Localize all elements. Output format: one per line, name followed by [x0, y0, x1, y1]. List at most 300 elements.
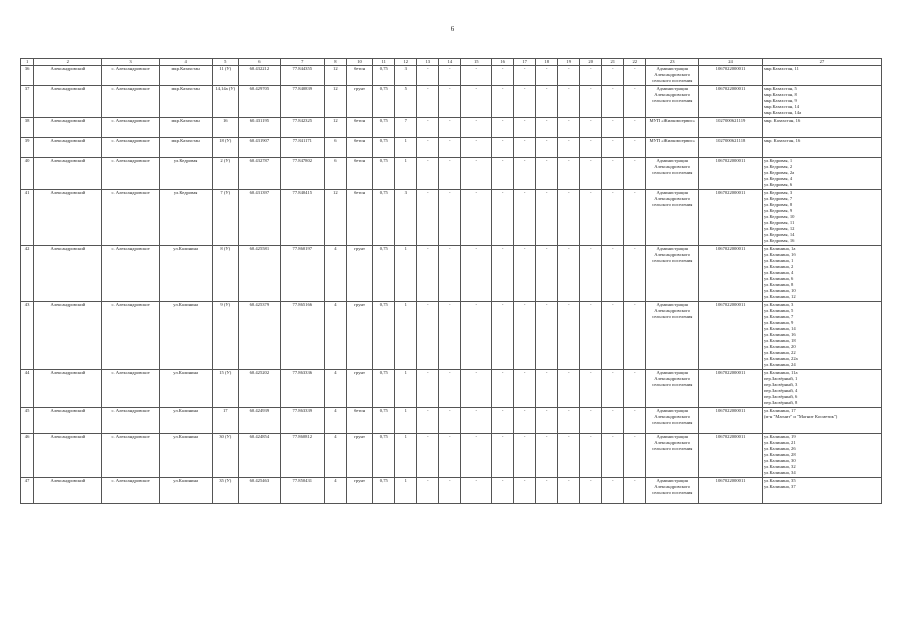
served-address-line: ул.Кедровая, 14 — [763, 232, 795, 237]
cell-c20: - — [580, 246, 602, 302]
cell-site-number: 7 (У) — [212, 190, 238, 246]
column-number-21: 21 — [602, 59, 624, 66]
cell-site-number: 17 — [212, 408, 238, 434]
served-address-line: ул.Кедровая, 8 — [763, 202, 793, 207]
served-address-line: ул.Калинина, 18 — [763, 338, 796, 343]
cell-c19: - — [558, 370, 580, 408]
cell-c19: - — [558, 86, 580, 118]
cell-c13: - — [417, 302, 439, 370]
cell-district: Александровский — [34, 118, 102, 138]
column-number-2: 2 — [34, 59, 102, 66]
column-number-18: 18 — [536, 59, 558, 66]
served-address-line: ул.Калинина, 1а — [763, 246, 796, 251]
cell-latitude: 60.431907 — [238, 138, 280, 158]
cell-served-addresses — [762, 158, 881, 190]
cell-district: Александровский — [34, 246, 102, 302]
table-row — [21, 118, 882, 138]
cell-container-volume: 0,75 — [373, 138, 395, 158]
served-address-line: ул.Калинина, 34 — [763, 470, 796, 475]
served-address-line: ул.Кедровая, 16 — [763, 238, 795, 243]
cell-ogrn: 1067022000011 — [699, 408, 763, 434]
column-number-1: 1 — [21, 59, 34, 66]
cell-c22: - — [624, 246, 646, 302]
cell-c20: - — [580, 158, 602, 190]
cell-c14: - — [439, 370, 461, 408]
column-number-20: 20 — [580, 59, 602, 66]
cell-longitude: 77.841171 — [280, 138, 324, 158]
cell-site-number: 30 (У) — [212, 434, 238, 478]
cell-row-number: 44 — [21, 370, 34, 408]
cell-served-addresses — [762, 370, 881, 408]
cell-settlement: с. Александровское — [102, 66, 159, 86]
served-address-line: мкр.Казахстан, 8 — [763, 92, 797, 97]
cell-container-volume: 0,75 — [373, 408, 395, 434]
cell-area: 4 — [324, 434, 346, 478]
cell-c22: - — [624, 478, 646, 504]
cell-c14: - — [439, 158, 461, 190]
cell-settlement: с. Александровское — [102, 86, 159, 118]
cell-c13: - — [417, 66, 439, 86]
registry-body — [21, 59, 882, 504]
cell-district: Александровский — [34, 408, 102, 434]
cell-row-number: 40 — [21, 158, 34, 190]
cell-c13: - — [417, 408, 439, 434]
served-address-line: ул.Кедровая, 3 — [763, 190, 793, 195]
cell-c14: - — [439, 302, 461, 370]
cell-container-count: 5 — [395, 86, 417, 118]
cell-c18: - — [536, 302, 558, 370]
cell-area: 6 — [324, 158, 346, 190]
cell-c15: - — [461, 370, 492, 408]
cell-area: 6 — [324, 138, 346, 158]
cell-c19: - — [558, 408, 580, 434]
cell-c14: - — [439, 434, 461, 478]
cell-c18: - — [536, 66, 558, 86]
cell-site-number: 14,14а (У) — [212, 86, 238, 118]
cell-latitude: 60.424854 — [238, 434, 280, 478]
cell-c18: - — [536, 118, 558, 138]
table-row — [21, 138, 882, 158]
cell-c13: - — [417, 370, 439, 408]
cell-container-count: 1 — [395, 478, 417, 504]
cell-surface: бетон — [346, 66, 372, 86]
column-number-row — [21, 59, 882, 66]
column-number-12: 12 — [395, 59, 417, 66]
cell-c15: - — [461, 158, 492, 190]
cell-owner: Администрация Александровского сельского поселения — [646, 478, 699, 504]
cell-latitude: 60.425463 — [238, 478, 280, 504]
cell-surface: бетон — [346, 190, 372, 246]
served-address-line: мкр.Казахстан, 5 — [763, 86, 797, 91]
cell-surface: грунт — [346, 370, 372, 408]
served-address-line: ул.Калинина, 9 — [763, 320, 794, 325]
cell-ogrn: 1067022000011 — [699, 190, 763, 246]
cell-ogrn: 1067022000011 — [699, 302, 763, 370]
table-row — [21, 246, 882, 302]
cell-owner: МУП «Жилкомсервис» — [646, 138, 699, 158]
cell-area: 4 — [324, 408, 346, 434]
cell-surface: грунт — [346, 246, 372, 302]
served-address-line: ул.Калинина, 16 — [763, 332, 796, 337]
cell-site-number: 2 (У) — [212, 158, 238, 190]
cell-settlement: с. Александровское — [102, 370, 159, 408]
cell-served-addresses — [762, 190, 881, 246]
cell-latitude: 60.432212 — [238, 66, 280, 86]
cell-c21: - — [602, 478, 624, 504]
served-address-line: ул.Кедровая, 4 — [763, 176, 793, 181]
cell-area: 12 — [324, 190, 346, 246]
cell-street: ул.Калинина — [159, 370, 212, 408]
cell-c15: - — [461, 478, 492, 504]
cell-c20: - — [580, 118, 602, 138]
served-address-line: мкр.Казахстан, 11 — [763, 66, 799, 71]
column-number-19: 19 — [558, 59, 580, 66]
column-number-3: 3 — [102, 59, 159, 66]
cell-surface: грунт — [346, 302, 372, 370]
table-row — [21, 478, 882, 504]
cell-settlement: с. Александровское — [102, 190, 159, 246]
served-address-line: ул.Калинина, 21 — [763, 440, 796, 445]
cell-longitude: 77.860197 — [280, 246, 324, 302]
cell-c17: - — [514, 370, 536, 408]
cell-c22: - — [624, 66, 646, 86]
cell-c19: - — [558, 66, 580, 86]
cell-c14: - — [439, 246, 461, 302]
cell-c19: - — [558, 302, 580, 370]
cell-longitude: 77.842325 — [280, 118, 324, 138]
cell-row-number: 42 — [21, 246, 34, 302]
cell-street: мкр.Казахстан — [159, 66, 212, 86]
cell-c20: - — [580, 434, 602, 478]
cell-c19: - — [558, 118, 580, 138]
cell-site-number: 15 (У) — [212, 370, 238, 408]
cell-row-number: 47 — [21, 478, 34, 504]
cell-c22: - — [624, 408, 646, 434]
cell-c14: - — [439, 138, 461, 158]
served-address-line: мкр. Казахстан, 16 — [763, 118, 801, 123]
cell-served-addresses — [762, 66, 881, 86]
cell-surface: грунт — [346, 86, 372, 118]
cell-street: мкр.Казахстан — [159, 118, 212, 138]
cell-c21: - — [602, 138, 624, 158]
cell-latitude: 60.429705 — [238, 86, 280, 118]
cell-owner: Администрация Александровского сельского поселения — [646, 434, 699, 478]
cell-longitude: 77.865166 — [280, 302, 324, 370]
cell-c17: - — [514, 66, 536, 86]
cell-district: Александровский — [34, 66, 102, 86]
cell-container-count: 3 — [395, 190, 417, 246]
cell-area: 4 — [324, 302, 346, 370]
column-number-23: 23 — [646, 59, 699, 66]
cell-c19: - — [558, 190, 580, 246]
column-number-17: 17 — [514, 59, 536, 66]
table-row — [21, 302, 882, 370]
cell-c17: - — [514, 158, 536, 190]
served-address-line: ул.Калинина, 1 — [763, 258, 794, 263]
cell-c22: - — [624, 302, 646, 370]
cell-ogrn: 1067022000011 — [699, 434, 763, 478]
served-address-line: ул.Калинина, 30 — [763, 458, 796, 463]
cell-latitude: 60.425379 — [238, 302, 280, 370]
cell-c22: - — [624, 158, 646, 190]
cell-c18: - — [536, 138, 558, 158]
cell-container-volume: 0,75 — [373, 190, 395, 246]
cell-container-volume: 0,75 — [373, 478, 395, 504]
cell-c16: - — [492, 138, 514, 158]
served-address-line: ул.Калинина, 22 — [763, 350, 796, 355]
cell-area: 4 — [324, 478, 346, 504]
cell-ogrn: 1067022000011 — [699, 66, 763, 86]
cell-c16: - — [492, 246, 514, 302]
cell-ogrn: 1027000621119 — [699, 118, 763, 138]
cell-c22: - — [624, 370, 646, 408]
cell-c22: - — [624, 138, 646, 158]
cell-longitude: 77.863339 — [280, 408, 324, 434]
served-address-line: ул.Калинина, 35 — [763, 478, 796, 483]
cell-c17: - — [514, 478, 536, 504]
cell-c20: - — [580, 190, 602, 246]
cell-container-count: 1 — [395, 138, 417, 158]
cell-c21: - — [602, 246, 624, 302]
cell-row-number: 46 — [21, 434, 34, 478]
served-address-line: ул.Калинина, 12 — [763, 294, 796, 299]
served-address-line: ул.Кедровая, 10 — [763, 214, 795, 219]
cell-c21: - — [602, 158, 624, 190]
served-address-line: пер.Заозёрный, 4 — [763, 388, 798, 393]
cell-owner: Администрация Александровского сельского поселения — [646, 246, 699, 302]
cell-row-number: 38 — [21, 118, 34, 138]
cell-surface: грунт — [346, 434, 372, 478]
cell-ogrn: 1067022000011 — [699, 478, 763, 504]
cell-c15: - — [461, 434, 492, 478]
cell-surface: бетон — [346, 138, 372, 158]
cell-container-count: 1 — [395, 158, 417, 190]
cell-c21: - — [602, 118, 624, 138]
cell-c18: - — [536, 190, 558, 246]
cell-c21: - — [602, 86, 624, 118]
column-number-14: 14 — [439, 59, 461, 66]
cell-c20: - — [580, 138, 602, 158]
cell-c21: - — [602, 190, 624, 246]
cell-area: 12 — [324, 66, 346, 86]
cell-longitude: 77.840839 — [280, 86, 324, 118]
cell-c21: - — [602, 370, 624, 408]
served-address-line: ул.Кедровая, 6 — [763, 182, 793, 187]
cell-area: 4 — [324, 246, 346, 302]
cell-latitude: 60.431397 — [238, 190, 280, 246]
cell-street: ул.Калинина — [159, 408, 212, 434]
cell-container-volume: 0,75 — [373, 158, 395, 190]
cell-c16: - — [492, 86, 514, 118]
cell-served-addresses — [762, 434, 881, 478]
served-address-line: пер.Заозёрный, 3 — [763, 382, 798, 387]
cell-district: Александровский — [34, 158, 102, 190]
cell-ogrn: 1067022000011 — [699, 86, 763, 118]
cell-c20: - — [580, 66, 602, 86]
column-number-8: 8 — [324, 59, 346, 66]
cell-c13: - — [417, 190, 439, 246]
cell-street: ул.Кедровая — [159, 190, 212, 246]
cell-owner: МУП «Жилкомсервис» — [646, 118, 699, 138]
cell-c20: - — [580, 370, 602, 408]
cell-c18: - — [536, 158, 558, 190]
cell-site-number: 16 — [212, 118, 238, 138]
cell-container-count: 1 — [395, 246, 417, 302]
served-address-line: мкр.Казахстан, 14а — [763, 110, 802, 115]
cell-c19: - — [558, 158, 580, 190]
cell-district: Александровский — [34, 478, 102, 504]
cell-ogrn: 1027000621118 — [699, 138, 763, 158]
column-number-4: 4 — [159, 59, 212, 66]
served-address-line: ул.Калинина, 26 — [763, 446, 796, 451]
cell-longitude: 77.840415 — [280, 190, 324, 246]
column-number-7: 7 — [280, 59, 324, 66]
cell-served-addresses — [762, 118, 881, 138]
served-address-line: ул.Калинина, 37 — [763, 484, 796, 489]
waste-site-registry-table — [20, 58, 882, 504]
cell-settlement: с. Александровское — [102, 302, 159, 370]
served-address-line: ул.Калинина, 17 — [763, 408, 796, 413]
table-row — [21, 434, 882, 478]
cell-row-number: 36 — [21, 66, 34, 86]
cell-c15: - — [461, 190, 492, 246]
served-address-line: пер.Заозёрный, 8 — [763, 400, 798, 405]
cell-c17: - — [514, 408, 536, 434]
cell-c14: - — [439, 190, 461, 246]
cell-c22: - — [624, 118, 646, 138]
served-address-line: ул.Калинина, 11а — [763, 370, 798, 375]
cell-latitude: 60.432787 — [238, 158, 280, 190]
served-address-line: ул.Калинина, 8 — [763, 282, 794, 287]
cell-c15: - — [461, 408, 492, 434]
cell-latitude: 60.425581 — [238, 246, 280, 302]
cell-district: Александровский — [34, 86, 102, 118]
served-address-line: ул.Калинина, 32 — [763, 464, 796, 469]
cell-served-addresses — [762, 246, 881, 302]
column-number-24: 24 — [699, 59, 763, 66]
served-address-line: ул.Калинина, 24 — [763, 362, 796, 367]
cell-container-volume: 0,75 — [373, 246, 395, 302]
cell-c20: - — [580, 408, 602, 434]
cell-c22: - — [624, 434, 646, 478]
cell-longitude: 77.847802 — [280, 158, 324, 190]
cell-c14: - — [439, 118, 461, 138]
cell-settlement: с. Александровское — [102, 118, 159, 138]
cell-c20: - — [580, 302, 602, 370]
column-number-10: 10 — [346, 59, 372, 66]
table-row — [21, 370, 882, 408]
cell-c17: - — [514, 118, 536, 138]
cell-c13: - — [417, 434, 439, 478]
served-address-line: ул.Калинина, 2 — [763, 264, 794, 269]
cell-c20: - — [580, 86, 602, 118]
cell-surface: бетон — [346, 158, 372, 190]
cell-c13: - — [417, 478, 439, 504]
cell-row-number: 41 — [21, 190, 34, 246]
served-address-line: ул.Кедровая, 2а — [763, 170, 795, 175]
column-number-5: 5 — [212, 59, 238, 66]
cell-district: Александровский — [34, 302, 102, 370]
cell-c14: - — [439, 86, 461, 118]
cell-c16: - — [492, 118, 514, 138]
cell-street: ул.Калинина — [159, 478, 212, 504]
cell-street: ул.Кедровая — [159, 158, 212, 190]
cell-owner: Администрация Александровского сельского поселения — [646, 408, 699, 434]
column-number-6: 6 — [238, 59, 280, 66]
cell-container-count: 1 — [395, 370, 417, 408]
table-row — [21, 190, 882, 246]
cell-owner: Администрация Александровского сельского поселения — [646, 158, 699, 190]
cell-surface: бетон — [346, 118, 372, 138]
served-address-line: ул.Калинина, 19 — [763, 434, 796, 439]
served-address-line: мкр.Казахстан, 9 — [763, 98, 797, 103]
cell-area: 12 — [324, 118, 346, 138]
cell-site-number: 8 (У) — [212, 246, 238, 302]
cell-container-volume: 0,75 — [373, 302, 395, 370]
cell-container-count: 1 — [395, 434, 417, 478]
served-address-line: ул.Калинина, 7 — [763, 314, 794, 319]
cell-container-volume: 0,75 — [373, 118, 395, 138]
column-number-15: 15 — [461, 59, 492, 66]
cell-c16: - — [492, 190, 514, 246]
cell-row-number: 45 — [21, 408, 34, 434]
served-address-line: мкр. Казахстан, 16 — [763, 138, 801, 143]
served-address-line: ул.Калинина, 14 — [763, 326, 796, 331]
served-address-line: пер.Заозёрный, 1 — [763, 376, 798, 381]
cell-container-count: 1 — [395, 302, 417, 370]
cell-c16: - — [492, 370, 514, 408]
cell-owner: Администрация Александровского сельского поселения — [646, 86, 699, 118]
cell-c21: - — [602, 66, 624, 86]
cell-owner: Администрация Александровского сельского поселения — [646, 66, 699, 86]
cell-settlement: с. Александровское — [102, 478, 159, 504]
cell-c15: - — [461, 302, 492, 370]
cell-ogrn: 1067022000011 — [699, 246, 763, 302]
cell-surface: грунт — [346, 478, 372, 504]
cell-owner: Администрация Александровского сельского поселения — [646, 190, 699, 246]
cell-c17: - — [514, 302, 536, 370]
served-address-line: ул.Кедровая, 1 — [763, 158, 793, 163]
cell-c13: - — [417, 138, 439, 158]
cell-street: мкр.Казахстан — [159, 86, 212, 118]
cell-c18: - — [536, 434, 558, 478]
cell-c13: - — [417, 158, 439, 190]
cell-surface: бетон — [346, 408, 372, 434]
cell-district: Александровский — [34, 434, 102, 478]
cell-settlement: с. Александровское — [102, 158, 159, 190]
cell-c16: - — [492, 302, 514, 370]
cell-container-count: 3 — [395, 66, 417, 86]
served-address-line: пер.Заозёрный, 6 — [763, 394, 798, 399]
cell-longitude: 77.850431 — [280, 478, 324, 504]
column-number-11: 11 — [373, 59, 395, 66]
cell-site-number: 35 (У) — [212, 478, 238, 504]
cell-c15: - — [461, 246, 492, 302]
cell-c16: - — [492, 158, 514, 190]
cell-container-volume: 0,75 — [373, 86, 395, 118]
column-number-27: 27 — [762, 59, 881, 66]
cell-street: ул.Калинина — [159, 302, 212, 370]
cell-settlement: с. Александровское — [102, 434, 159, 478]
cell-c15: - — [461, 118, 492, 138]
served-address-line: ул.Калинина, 22а — [763, 356, 798, 361]
served-address-line: ул.Кедровая, 2 — [763, 164, 793, 169]
column-number-22: 22 — [624, 59, 646, 66]
served-address-line: ул.Калинина, 4 — [763, 270, 794, 275]
served-address-line: ул.Кедровая, 11 — [763, 220, 795, 225]
cell-latitude: 60.424939 — [238, 408, 280, 434]
cell-row-number: 37 — [21, 86, 34, 118]
